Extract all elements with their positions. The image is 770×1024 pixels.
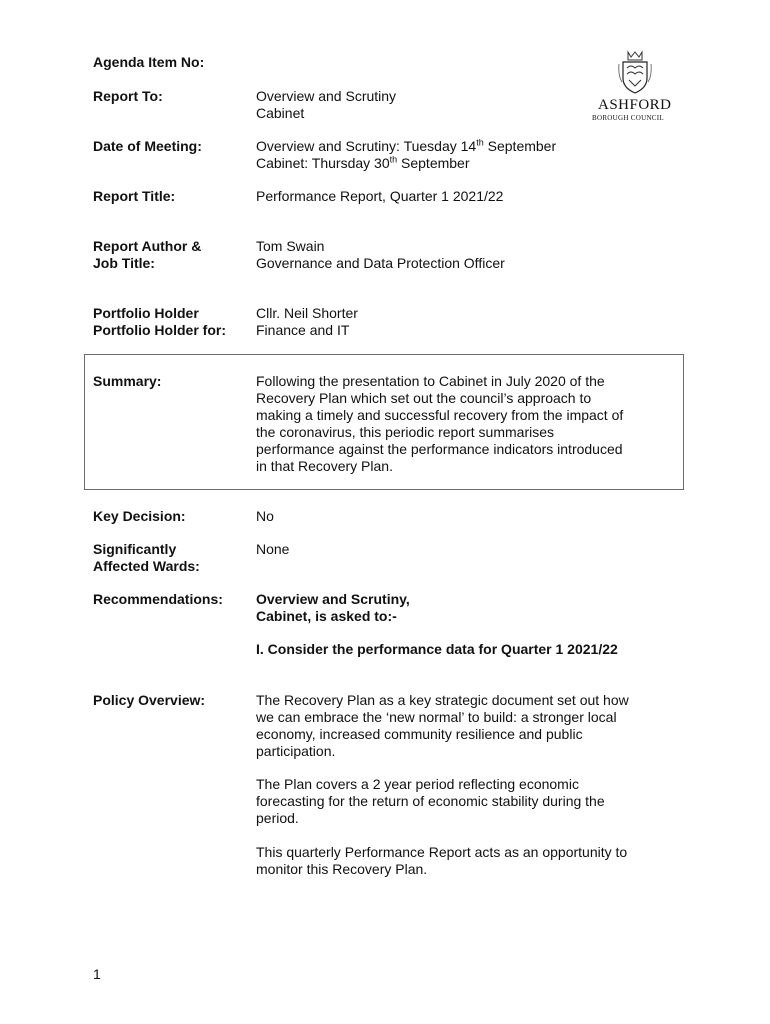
report-to-label: Report To: — [93, 88, 163, 104]
date-of-meeting-value — [256, 138, 686, 172]
recommendation-item: I. Consider the performance data for Quarter 1 2021/22 — [256, 641, 618, 657]
affected-wards-label: Significantly Affected Wards: — [93, 541, 200, 574]
policy-paragraph: This quarterly Performance Report acts as an opportunity to monitor this Recovery Plan. — [256, 844, 628, 877]
date-of-meeting-label: Date of Meeting: — [93, 138, 202, 154]
report-to-line: Cabinet — [256, 105, 305, 121]
meeting-date-line: Cabinet: Thursday 30th September — [256, 154, 470, 171]
summary-label: Summary: — [93, 373, 162, 389]
key-decision-value: No — [256, 508, 274, 524]
meeting-date-line: Overview and Scrutiny: Tuesday 14th September — [256, 137, 557, 154]
portfolio-holder-label: Portfolio Holder Portfolio Holder for: — [93, 305, 226, 338]
report-to-line: Overview and Scrutiny — [256, 88, 397, 104]
logo-name: ASHFORD — [598, 97, 672, 113]
policy-paragraph: The Plan covers a 2 year period reflecting economic forecasting for the return of economic stability during the period. — [256, 776, 605, 826]
portfolio-holder-value: Cllr. Neil Shorter Finance and IT — [256, 305, 358, 338]
affected-wards-value: None — [256, 541, 290, 557]
key-decision-label: Key Decision: — [93, 508, 186, 524]
page-number: 1 — [93, 966, 101, 982]
recommendations-value: Overview and Scrutiny, Cabinet, is asked to:- — [256, 591, 410, 624]
report-to-value — [256, 88, 686, 122]
agenda-item-label: Agenda Item No: — [93, 54, 205, 70]
report-title-label: Report Title: — [93, 188, 176, 204]
report-author-value: Tom Swain Governance and Data Protection Officer — [256, 238, 505, 271]
policy-overview-label: Policy Overview: — [93, 692, 206, 708]
logo-subtitle: BOROUGH COUNCIL — [592, 114, 664, 122]
recommendations-label: Recommendations: — [93, 591, 223, 607]
summary-text: Following the presentation to Cabinet in July 2020 of the Recovery Plan which set out the council’s approach to making a timely and successful recovery from the impact of the coronavirus, this periodic report summarises performance against the performance indicators introduced in that Recovery Plan. — [256, 373, 624, 474]
report-title-value: Performance Report, Quarter 1 2021/22 — [256, 188, 504, 204]
report-author-label: Report Author & Job Title: — [93, 238, 202, 271]
policy-paragraph: The Recovery Plan as a key strategic document set out how we can embrace the ‘new normal’ to build: a stronger local economy, increased community resilience and public participation. — [256, 692, 629, 759]
